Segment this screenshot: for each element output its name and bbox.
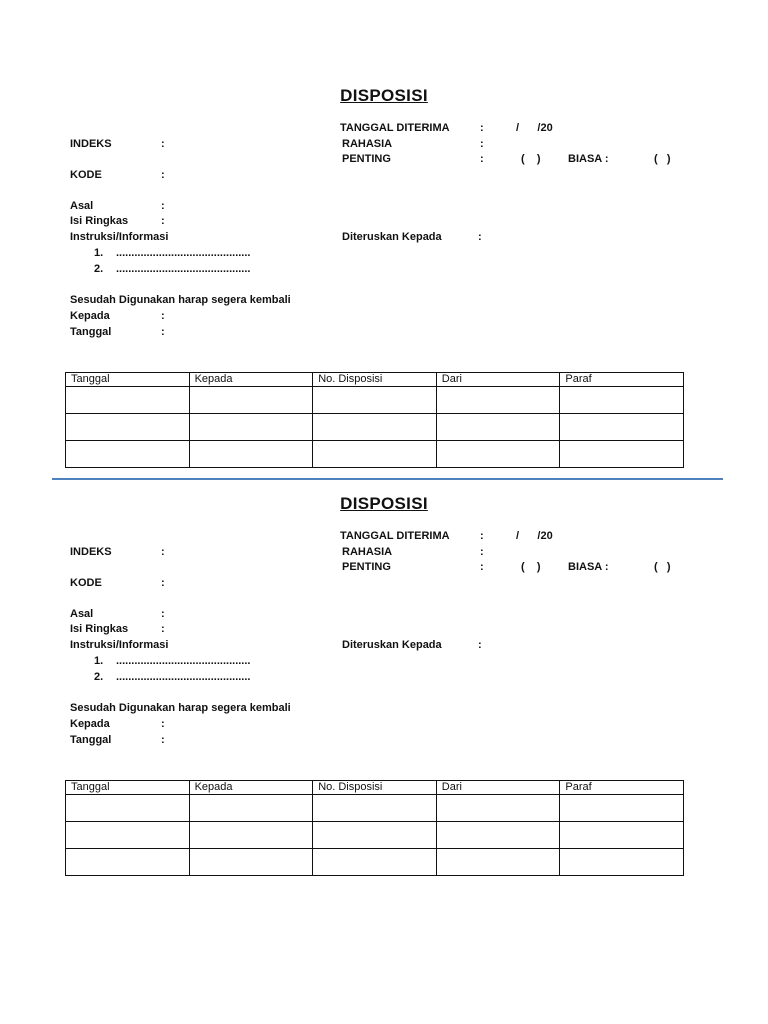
instruksi-label: Instruksi/Informasi	[70, 639, 169, 651]
tanggal-diterima-colon: :	[480, 530, 484, 542]
kode-colon: :	[161, 577, 165, 589]
table-row	[66, 795, 684, 822]
table-cell[interactable]	[436, 387, 560, 414]
biasa-checkbox: ( )	[654, 153, 671, 165]
table-cell[interactable]	[66, 822, 190, 849]
table-header-tanggal: Tanggal	[66, 373, 190, 387]
tanggal-diterima-label: TANGGAL DITERIMA	[340, 530, 450, 542]
table-cell[interactable]	[313, 822, 437, 849]
table-cell[interactable]	[560, 795, 684, 822]
instruksi-item-number: 1.	[94, 655, 104, 667]
instruksi-item-line: ............................................	[116, 247, 251, 259]
asal-colon: :	[161, 608, 165, 620]
kode-label: KODE	[70, 169, 102, 181]
diteruskan-label: Diteruskan Kepada	[342, 639, 442, 651]
table-cell[interactable]	[560, 822, 684, 849]
penting-label: PENTING	[342, 561, 391, 573]
tanggal-label: Tanggal	[70, 734, 112, 746]
table-cell[interactable]	[313, 795, 437, 822]
section-divider	[52, 478, 723, 480]
kepada-colon: :	[161, 310, 165, 322]
isi-ringkas-label: Isi Ringkas	[70, 623, 129, 635]
table-cell[interactable]	[66, 795, 190, 822]
table-header-kepada: Kepada	[189, 373, 313, 387]
biasa-checkbox: ( )	[654, 561, 671, 573]
rahasia-label: RAHASIA	[342, 546, 393, 558]
table-header-paraf: Paraf	[560, 373, 684, 387]
kepada-colon: :	[161, 718, 165, 730]
kode-colon: :	[161, 169, 165, 181]
table-cell[interactable]	[66, 441, 190, 468]
kembali-note: Sesudah Digunakan harap segera kembali	[70, 702, 291, 714]
asal-label: Asal	[70, 200, 94, 212]
diteruskan-colon: :	[478, 231, 482, 243]
table-header-dari: Dari	[436, 781, 560, 795]
table-cell[interactable]	[66, 387, 190, 414]
asal-colon: :	[161, 200, 165, 212]
table-header-row	[66, 373, 684, 387]
table-cell[interactable]	[436, 849, 560, 876]
tanggal-label: Tanggal	[70, 326, 112, 338]
rahasia-label: RAHASIA	[342, 138, 393, 150]
table-row	[66, 849, 684, 876]
table-cell[interactable]	[189, 414, 313, 441]
instruksi-item-number: 2.	[94, 263, 104, 275]
table-row	[66, 387, 684, 414]
isi-ringkas-colon: :	[161, 623, 165, 635]
table-row	[66, 414, 684, 441]
table-row	[66, 822, 684, 849]
instruksi-label: Instruksi/Informasi	[70, 231, 169, 243]
table-header-no-disposisi: No. Disposisi	[313, 373, 437, 387]
form-title: DISPOSISI	[340, 86, 428, 105]
table-cell[interactable]	[189, 441, 313, 468]
instruksi-item-line: ............................................	[116, 263, 251, 275]
disposisi-table	[65, 372, 684, 468]
table-cell[interactable]	[436, 822, 560, 849]
diteruskan-colon: :	[478, 639, 482, 651]
table-cell[interactable]	[436, 795, 560, 822]
tanggal-diterima-colon: :	[480, 122, 484, 134]
isi-ringkas-colon: :	[161, 215, 165, 227]
table-cell[interactable]	[560, 441, 684, 468]
table-header-tanggal: Tanggal	[66, 781, 190, 795]
rahasia-colon: :	[480, 138, 484, 150]
penting-checkbox: ( )	[521, 153, 541, 165]
penting-label: PENTING	[342, 153, 391, 165]
kode-label: KODE	[70, 577, 102, 589]
tanggal-diterima-value: / /20	[516, 530, 553, 542]
biasa-label: BIASA :	[568, 153, 609, 165]
indeks-label: INDEKS	[70, 546, 112, 558]
kembali-note: Sesudah Digunakan harap segera kembali	[70, 294, 291, 306]
indeks-label: INDEKS	[70, 138, 112, 150]
asal-label: Asal	[70, 608, 94, 620]
instruksi-item-line: ............................................	[116, 671, 251, 683]
instruksi-item-number: 2.	[94, 671, 104, 683]
table-header-row	[66, 781, 684, 795]
table-cell[interactable]	[313, 849, 437, 876]
table-cell[interactable]	[560, 414, 684, 441]
isi-ringkas-label: Isi Ringkas	[70, 215, 129, 227]
table-cell[interactable]	[560, 849, 684, 876]
form-title: DISPOSISI	[340, 494, 428, 513]
disposisi-table	[65, 780, 684, 876]
table-cell[interactable]	[66, 849, 190, 876]
table-cell[interactable]	[313, 414, 437, 441]
indeks-colon: :	[161, 546, 165, 558]
table-row	[66, 441, 684, 468]
table-cell[interactable]	[189, 795, 313, 822]
tanggal-diterima-value: / /20	[516, 122, 553, 134]
diteruskan-label: Diteruskan Kepada	[342, 231, 442, 243]
instruksi-item-line: ............................................	[116, 655, 251, 667]
table-header-dari: Dari	[436, 373, 560, 387]
rahasia-colon: :	[480, 546, 484, 558]
table-cell[interactable]	[189, 387, 313, 414]
kepada-label: Kepada	[70, 718, 110, 730]
table-cell[interactable]	[313, 441, 437, 468]
tanggal-diterima-label: TANGGAL DITERIMA	[340, 122, 450, 134]
table-cell[interactable]	[436, 414, 560, 441]
tanggal-colon: :	[161, 326, 165, 338]
penting-checkbox: ( )	[521, 561, 541, 573]
penting-colon: :	[480, 153, 484, 165]
table-cell[interactable]	[189, 849, 313, 876]
disposisi-form-top	[0, 86, 768, 486]
tanggal-colon: :	[161, 734, 165, 746]
table-cell[interactable]	[436, 441, 560, 468]
kepada-label: Kepada	[70, 310, 110, 322]
instruksi-item-number: 1.	[94, 247, 104, 259]
biasa-label: BIASA :	[568, 561, 609, 573]
table-cell[interactable]	[66, 414, 190, 441]
table-cell[interactable]	[313, 387, 437, 414]
disposisi-form-bottom	[0, 494, 768, 894]
table-header-kepada: Kepada	[189, 781, 313, 795]
indeks-colon: :	[161, 138, 165, 150]
table-cell[interactable]	[560, 387, 684, 414]
table-header-no-disposisi: No. Disposisi	[313, 781, 437, 795]
table-cell[interactable]	[189, 822, 313, 849]
penting-colon: :	[480, 561, 484, 573]
table-header-paraf: Paraf	[560, 781, 684, 795]
